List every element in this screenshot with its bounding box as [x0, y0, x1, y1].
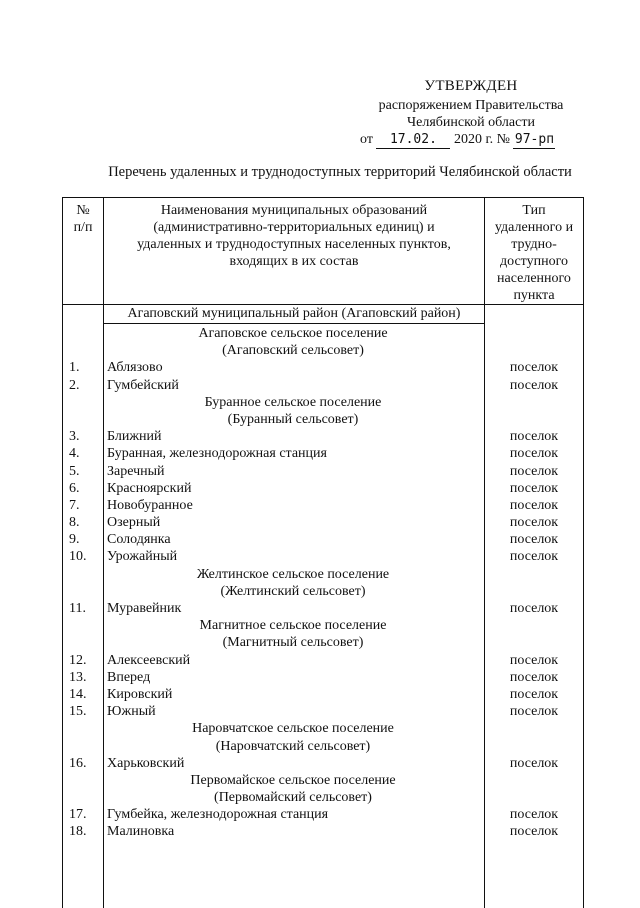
settlement-heading: (Магнитный сельсовет)	[222, 635, 364, 651]
row-number: 8.	[69, 515, 80, 531]
row-number: 6.	[69, 480, 80, 496]
row-number: 1.	[69, 360, 80, 376]
header-num: № п/п	[73, 203, 93, 235]
settlement-heading: Наровчатское сельское поселение	[192, 721, 394, 737]
locality-name: Южный	[107, 704, 156, 720]
locality-name: Озерный	[107, 515, 161, 531]
settlement-heading-row	[63, 720, 583, 737]
table-row	[63, 806, 583, 823]
approval-line-2: Челябинской области	[407, 115, 535, 130]
table-row	[63, 531, 583, 548]
settlement-heading-row	[63, 411, 583, 428]
row-number: 14.	[69, 686, 87, 702]
locality-type: поселок	[509, 549, 559, 565]
locality-type: поселок	[509, 755, 559, 771]
row-number: 11.	[69, 601, 86, 616]
locality-type: поселок	[509, 463, 559, 479]
table-row	[63, 428, 583, 445]
locality-name: Солодянка	[107, 532, 171, 548]
locality-name: Аблязово	[107, 360, 163, 376]
settlement-heading-row	[63, 617, 583, 634]
locality-type: поселок	[509, 686, 559, 702]
approval-line-1: распоряжением Правительства	[378, 98, 564, 113]
table-body	[63, 325, 583, 841]
locality-type: поселок	[509, 497, 559, 513]
locality-type: поселок	[509, 704, 559, 720]
locality-type: поселок	[509, 601, 559, 616]
locality-type: поселок	[509, 652, 559, 668]
row-number: 18.	[69, 824, 87, 840]
locality-name: Харьковский	[107, 755, 185, 771]
row-number: 3.	[69, 429, 80, 445]
row-number: 2.	[69, 377, 80, 393]
locality-name: Ближний	[107, 429, 162, 445]
table-row	[63, 755, 583, 772]
settlement-heading-row	[63, 634, 583, 651]
table-row	[63, 445, 583, 462]
locality-name: Урожайный	[107, 549, 178, 565]
date-suffix: 2020 г. №	[453, 132, 510, 147]
locality-name: Вперед	[107, 669, 151, 685]
settlement-heading-row	[63, 789, 583, 806]
approval-date-line	[356, 131, 586, 149]
row-number: 17.	[69, 807, 87, 823]
locality-type: поселок	[509, 824, 559, 840]
row-number: 9.	[69, 532, 80, 548]
locality-type: поселок	[509, 360, 559, 376]
locality-name: Заречный	[107, 463, 165, 479]
locality-type: поселок	[509, 429, 559, 445]
settlement-heading-row	[63, 738, 583, 755]
table-row	[63, 377, 583, 394]
table-row	[63, 669, 583, 686]
row-number: 7.	[69, 497, 80, 513]
table-row	[63, 823, 583, 840]
locality-type: поселок	[509, 480, 559, 496]
table-row	[63, 480, 583, 497]
locality-type: поселок	[509, 515, 559, 531]
table-row	[63, 548, 583, 565]
settlement-heading: Магнитное сельское поселение	[199, 618, 387, 634]
territories-table	[62, 197, 584, 908]
settlement-heading: Первомайское сельское поселение	[190, 772, 396, 788]
settlement-heading-row	[63, 394, 583, 411]
locality-name: Гумбейский	[107, 377, 179, 393]
table-row	[63, 686, 583, 703]
settlement-heading: (Наровчатский сельсовет)	[215, 738, 371, 754]
settlement-heading: Буранное сельское поселение	[204, 394, 382, 410]
settlement-heading-row	[63, 583, 583, 600]
table-row	[63, 514, 583, 531]
date-prefix: от	[360, 132, 373, 147]
settlement-heading: (Первомайский сельсовет)	[214, 790, 372, 806]
locality-name: Гумбейка, железнодорожная станция	[107, 807, 329, 823]
locality-name: Малиновка	[107, 824, 175, 840]
settlement-heading: Желтинское сельское поселение	[196, 566, 390, 582]
handwritten-date: 17.02.	[376, 131, 450, 149]
row-number: 12.	[69, 652, 87, 668]
table-row	[63, 600, 583, 617]
approval-stamp	[356, 78, 586, 149]
settlement-heading: (Буранный сельсовет)	[227, 411, 359, 427]
header-name: Наименования муниципальных образований (административно-территориальных единиц) и удаленных и труднодоступных населенных пунктов, входящих в их состав	[137, 203, 451, 269]
settlement-heading: Агаповское сельское поселение	[198, 326, 388, 341]
settlement-heading: (Агаповский сельсовет)	[222, 343, 364, 359]
row-number: 15.	[69, 704, 87, 720]
table-row	[63, 652, 583, 669]
document-title: Перечень удаленных и труднодоступных территорий Челябинской области	[108, 164, 572, 180]
handwritten-number: 97-рп	[514, 132, 555, 147]
locality-type: поселок	[509, 532, 559, 548]
row-number: 10.	[69, 549, 87, 565]
district-row: Агаповский муниципальный район (Агаповский район)	[103, 304, 485, 324]
table-row	[63, 703, 583, 720]
settlement-heading-row	[63, 772, 583, 789]
locality-type: поселок	[509, 807, 559, 823]
locality-name: Буранная, железнодорожная станция	[107, 446, 327, 462]
settlement-heading-row	[63, 566, 583, 583]
locality-type: поселок	[509, 669, 559, 685]
locality-name: Муравейник	[107, 601, 182, 616]
row-number: 4.	[69, 446, 80, 462]
locality-name: Новобуранное	[107, 497, 193, 513]
locality-name: Кировский	[107, 686, 173, 702]
row-number: 16.	[69, 755, 87, 771]
settlement-heading-row	[63, 325, 583, 342]
table-row	[63, 463, 583, 480]
approval-title: УТВЕРЖДЕН	[424, 78, 518, 94]
header-type: Тип удаленного и трудно- доступного населенного пункта	[494, 203, 574, 303]
locality-type: поселок	[509, 446, 559, 462]
row-number: 13.	[69, 669, 87, 685]
table-row	[63, 497, 583, 514]
row-number: 5.	[69, 463, 80, 479]
locality-type: поселок	[509, 377, 559, 393]
locality-name: Алексеевский	[107, 652, 191, 668]
locality-name: Красноярский	[107, 480, 192, 496]
settlement-heading-row	[63, 342, 583, 359]
settlement-heading: (Желтинский сельсовет)	[220, 583, 366, 599]
table-row	[63, 359, 583, 376]
